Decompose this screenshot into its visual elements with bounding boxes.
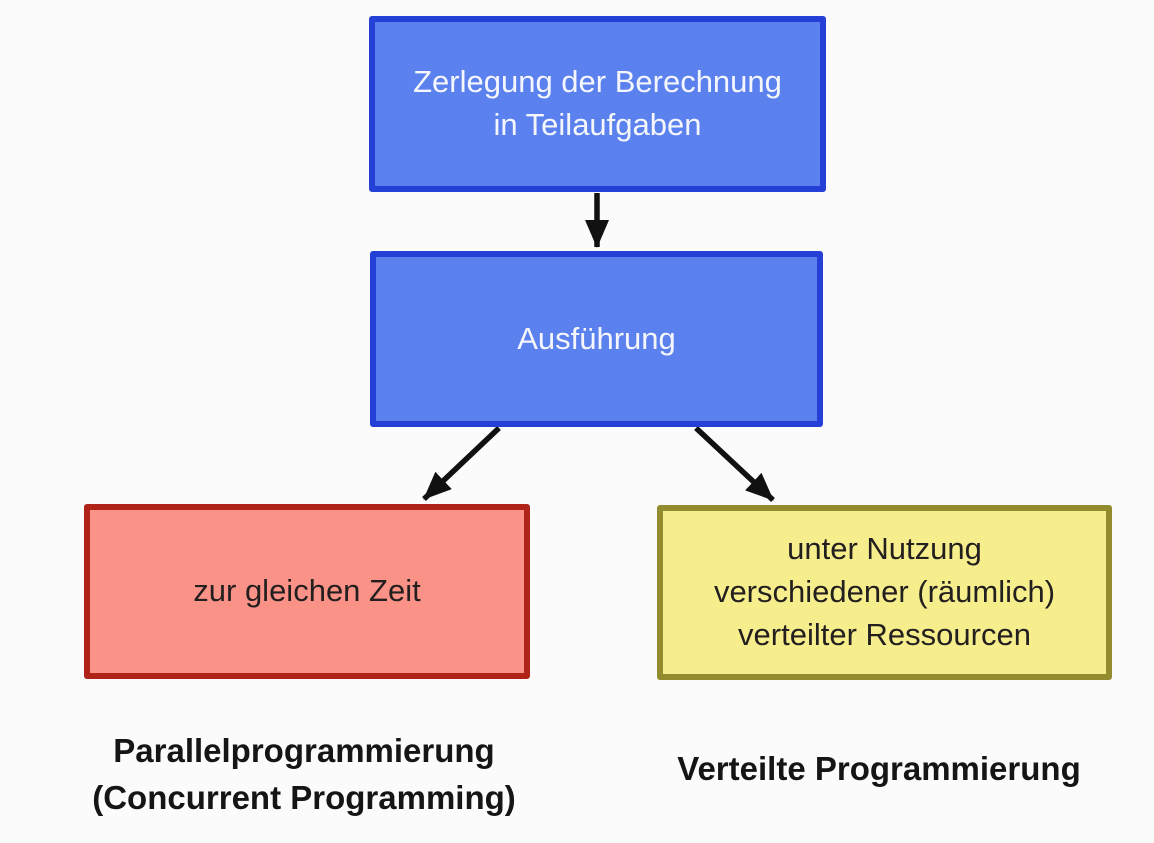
node-zur-gleichen-zeit-label: zur gleichen Zeit — [193, 573, 421, 609]
caption-parallelprogrammierung-line2: (Concurrent Programming) — [92, 778, 516, 816]
caption-verteilte-programmierung — [633, 746, 1125, 793]
caption-parallelprogrammierung — [58, 728, 550, 822]
node-zerlegung-line2: in Teilaufgaben — [493, 107, 702, 142]
caption-verteilte-programmierung-line1: Verteilte Programmierung — [677, 750, 1081, 787]
caption-parallelprogrammierung-line1: Parallelprogrammierung — [113, 732, 495, 769]
node-verteilte-ressourcen-line2: verschiedener (räumlich) — [713, 574, 1056, 610]
arrow-middle-to-right-icon — [696, 428, 773, 500]
node-zerlegung-line1: Zerlegung der Berechnung — [413, 64, 782, 100]
node-verteilte-ressourcen-line3: verteilter Ressourcen — [738, 616, 1031, 652]
node-zerlegung-box — [369, 16, 826, 192]
node-zur-gleichen-zeit-box — [84, 504, 530, 679]
node-verteilte-ressourcen-line1: unter Nutzung — [787, 531, 982, 567]
arrow-middle-to-left-icon — [424, 428, 499, 499]
node-ausfuehrung-label: Ausführung — [517, 320, 676, 356]
node-verteilte-ressourcen-box — [657, 505, 1112, 680]
node-ausfuehrung-box — [370, 251, 823, 427]
